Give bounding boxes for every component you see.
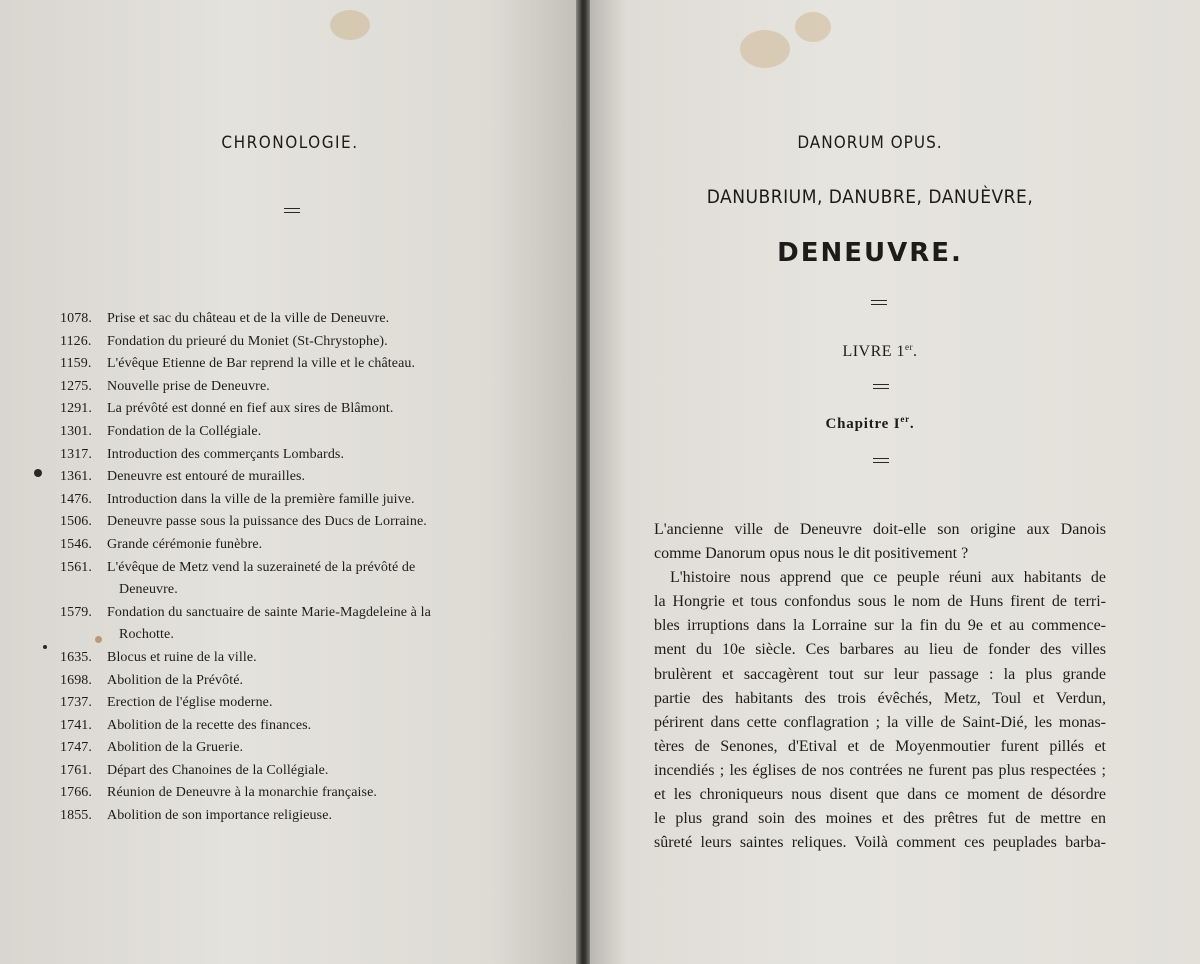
- entry-text: Nouvelle prise de Deneuvre.: [107, 378, 270, 394]
- entry-year: 1561.: [60, 559, 92, 575]
- entry-text: Blocus et ruine de la ville.: [107, 649, 257, 665]
- chapter-heading: [600, 414, 1140, 433]
- body-line: comme Danorum opus nous le dit positivement ?: [654, 545, 969, 563]
- entry-text: Fondation du prieuré du Moniet (St-Chrystophe).: [107, 333, 388, 349]
- body-line: et les chroniqueurs nous disent que dans ce moment de désordre: [654, 786, 1106, 804]
- entry-text: Prise et sac du château et de la ville de Deneuvre.: [107, 311, 390, 326]
- entry-year: 1078.: [60, 311, 92, 326]
- livre-superscript: er: [905, 342, 914, 352]
- entry-year: 1855.: [60, 808, 92, 824]
- chronology-entry: [60, 466, 530, 489]
- chronology-entry: [60, 511, 530, 534]
- entry-year: 1741.: [60, 717, 92, 733]
- body-line: la Hongrie et tous confondus sous le nom de Huns firent de terri-: [654, 593, 1106, 611]
- entry-year: 1126.: [60, 333, 92, 349]
- entry-text: L'évêque Etienne de Bar reprend la ville et le château.: [107, 356, 416, 372]
- title-divider: [284, 208, 300, 213]
- entry-text: Abolition de la recette des finances.: [107, 717, 312, 733]
- chronology-entry-continuation: [60, 624, 530, 647]
- entry-text: Deneuvre passe sous la puissance des Ducs de Lorraine.: [107, 514, 427, 530]
- entry-year: 1506.: [60, 514, 92, 530]
- body-line: brulèrent et saccagèrent tout sur leur passage : la plus grande: [654, 665, 1106, 683]
- entry-text: Fondation du sanctuaire de sainte Marie-Magdeleine à la: [107, 604, 431, 620]
- entry-year: 1275.: [60, 378, 92, 394]
- ink-mark: [34, 469, 42, 477]
- chronology-entry-continuation: [60, 579, 530, 602]
- chronology-entry: [60, 353, 530, 376]
- livre-divider: [873, 384, 889, 389]
- heading-danubrium: DANUBRIUM, DANUBRE, DANUÈVRE,: [706, 186, 1034, 208]
- heading-deneuvre: DENEUVRE.: [777, 238, 963, 268]
- entry-text: Deneuvre est entouré de murailles.: [107, 469, 306, 485]
- chapter-superscript: er: [900, 414, 910, 424]
- entry-year: 1698.: [60, 672, 92, 688]
- body-line: tères de Senones, d'Etival et de Moyenmoutier furent pillés et: [654, 737, 1106, 755]
- chronology-entry: [60, 534, 530, 557]
- body-line: le plus grand soin des moines et des prêtres fut de mettre en: [654, 810, 1106, 828]
- body-line: ment du 10e siècle. Ces barbares au lieu de fonder des villes: [654, 641, 1106, 659]
- body-line: L'histoire nous apprend que ce peuple réuni aux habitants de: [670, 569, 1106, 587]
- chronology-entry: [60, 715, 530, 738]
- chronology-entry: [60, 760, 530, 783]
- chronology-entry: [60, 805, 530, 828]
- livre-period: .: [913, 343, 918, 360]
- entry-text: Départ des Chanoines de la Collégiale.: [107, 762, 329, 778]
- paper-stain: [330, 10, 370, 40]
- entry-text: Rochotte.: [119, 627, 174, 643]
- entry-text: Erection de l'église moderne.: [107, 695, 273, 711]
- entry-year: 1159.: [60, 356, 92, 372]
- chapter-period: .: [909, 416, 915, 432]
- chronology-entry: [60, 444, 530, 467]
- body-line: bles irruptions dans la Lorraine sur la fin du 9e et au commence-: [654, 617, 1106, 635]
- ink-mark: [95, 636, 102, 643]
- entry-year: 1737.: [60, 695, 92, 711]
- entry-year: 1766.: [60, 785, 92, 801]
- entry-year: 1761.: [60, 762, 92, 778]
- heading-danorum-opus: DANORUM OPUS.: [797, 133, 943, 153]
- body-line: sûreté leurs saintes reliques. Voilà comment ces peuplades barba-: [654, 834, 1106, 852]
- entry-year: 1747.: [60, 740, 92, 756]
- entry-text: La prévôté est donné en fief aux sires de Blâmont.: [107, 401, 394, 417]
- chronology-entry: [60, 331, 530, 354]
- chronology-list: [60, 308, 530, 828]
- entry-year: 1361.: [60, 469, 92, 485]
- chronology-entry: [60, 421, 530, 444]
- entry-text: Grande cérémonie funèbre.: [107, 536, 263, 552]
- chronology-entry: [60, 376, 530, 399]
- chronology-entry: [60, 670, 530, 693]
- body-line: incendiés ; les églises de nos contrées ne furent pas plus respectées ;: [654, 761, 1106, 779]
- entry-text: L'évêque de Metz vend la suzeraineté de la prévôté de: [107, 559, 416, 575]
- entry-year: [60, 579, 107, 602]
- entry-text: Deneuvre.: [119, 582, 178, 598]
- entry-year: 1317.: [60, 446, 92, 462]
- entry-text: Introduction des commerçants Lombards.: [107, 446, 345, 462]
- paper-stain: [795, 12, 831, 42]
- entry-text: Réunion de Deneuvre à la monarchie française.: [107, 785, 377, 801]
- entry-text: Fondation de la Collégiale.: [107, 423, 262, 439]
- chronology-title: CHRONOLOGIE.: [221, 133, 359, 153]
- chapter-body-text: [654, 518, 1106, 855]
- entry-year: 1301.: [60, 423, 92, 439]
- chronology-entry: [60, 692, 530, 715]
- chronology-entry: [60, 398, 530, 421]
- livre-heading: [600, 342, 1160, 361]
- chronology-entry: [60, 647, 530, 670]
- entry-text: Introduction dans la ville de la première famille juive.: [107, 491, 415, 507]
- chapter-divider: [873, 458, 889, 463]
- paper-stain: [740, 30, 790, 68]
- body-line: L'ancienne ville de Deneuvre doit-elle son origine aux Danois: [654, 521, 1106, 538]
- entry-text: Abolition de son importance religieuse.: [107, 808, 333, 824]
- chronology-entry: [60, 737, 530, 760]
- entry-text: Abolition de la Prévôté.: [107, 672, 244, 688]
- body-line: périrent dans cette conflagration ; la ville de Saint-Dié, les monas-: [654, 713, 1106, 731]
- entry-year: 1291.: [60, 401, 92, 417]
- chronology-entry: [60, 557, 530, 580]
- heading-divider: [871, 300, 887, 305]
- entry-year: 1546.: [60, 536, 92, 552]
- chronology-entry: [60, 602, 530, 625]
- chapter-label: Chapitre I: [825, 416, 901, 432]
- chronology-entry: [60, 308, 530, 331]
- chronology-entry: [60, 489, 530, 512]
- ink-mark: [43, 645, 47, 649]
- entry-year: 1579.: [60, 604, 92, 620]
- entry-year: 1635.: [60, 649, 92, 665]
- livre-label: LIVRE 1: [842, 343, 906, 360]
- entry-text: Abolition de la Gruerie.: [107, 740, 244, 756]
- body-line: partie des habitants des trois évêchés, Metz, Toul et Verdun,: [654, 689, 1106, 707]
- chronology-entry: [60, 782, 530, 805]
- entry-year: 1476.: [60, 491, 92, 507]
